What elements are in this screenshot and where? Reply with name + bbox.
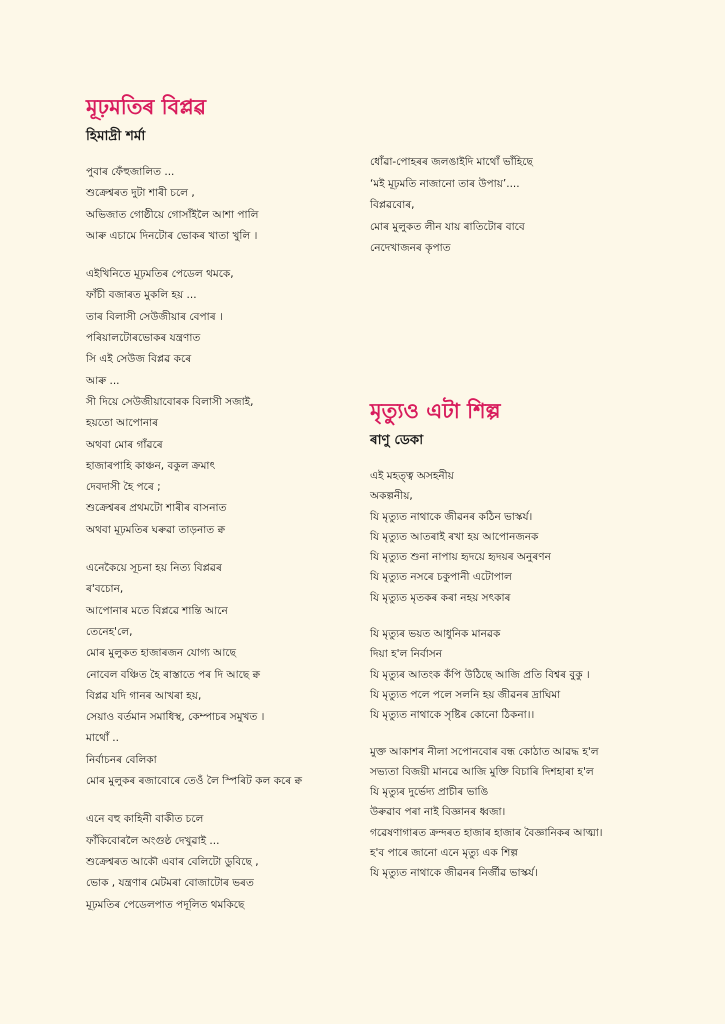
poem1-author: হিমাদ্রী শৰ্মা bbox=[86, 128, 146, 144]
poem-line: দেবদাসী হৈ পৰে ; bbox=[86, 481, 161, 494]
poem-line: পুবাৰ ফেঁহুজালিত ... bbox=[86, 166, 175, 178]
poem-line: বিপ্লৱবোৰ, bbox=[370, 199, 415, 211]
poem-line: মুক্ত আকাশৰ নীলা সপোনবোৰ বন্ধ কোঠাত আৱদ্ধ হ'ল bbox=[370, 745, 599, 758]
poem1-continued-block bbox=[370, 152, 700, 277]
poem-line: যি মৃত্যুৰ আতংক কঁপি উঠিছে আজি প্ৰতি বিশ্বৰ বুকু । bbox=[370, 668, 590, 681]
poem-line: যি মৃত্যুত শুনা নাপায় হৃদয়ে হৃদয়ৰ অনুৰণন bbox=[370, 551, 551, 564]
poem-line: ফাঁচী বজাৰত মুকলি হয় ... bbox=[86, 289, 197, 302]
stanza bbox=[370, 742, 700, 884]
poem-line: এনে বহু কাহিনী বাকীত চলে bbox=[86, 813, 204, 826]
poem-line: যি মৃত্যুত পলে পলে সলনি হয় জীৱনৰ দ্ৰাঘিমা bbox=[370, 688, 561, 701]
poem-line: বিপ্লৱ যদি গানৰ আখৰা হয়, bbox=[86, 689, 202, 702]
poem-line: এনেকৈয়ে সূচনা হয় নিত্য বিপ্লৱৰ bbox=[86, 562, 222, 575]
poem-line: যি মৃত্যুত মৃতকৰ কৰা নহয় সৎকাৰ bbox=[370, 591, 511, 604]
poem-line: নিৰ্বাচনৰ বেলিকা bbox=[86, 753, 157, 766]
poem-line: যি মৃত্যুৰ ভয়ত আধুনিক মানৱক bbox=[370, 628, 501, 641]
poem-line: ৰ'বচোন, bbox=[86, 583, 124, 596]
poem2-body bbox=[370, 466, 700, 884]
poem-line: মূঢ়মতিৰ পেডেলপাত পদূলিত থমকিছে bbox=[86, 898, 245, 911]
poem-line: যি মৃত্যুৰ দুৰ্ভেদ্য প্ৰাচীৰ ভাঙি bbox=[370, 786, 489, 799]
poem-line: উৰুৱাব পৰা নাই বিজ্ঞানৰ ধ্বজা। bbox=[370, 806, 506, 819]
poem-line: আৰু এচামে দিনটোৰ ভোকৰ খাতা খুলি । bbox=[86, 229, 258, 242]
poem-line: অথবা মোৰ গাঁৱৰে bbox=[86, 438, 163, 451]
poem-line: তেনেহ'লে, bbox=[86, 625, 133, 638]
poem-line: হ'ব পাৰে জানো এনে মৃত্যু এক শিল্প bbox=[370, 847, 518, 860]
stanza bbox=[370, 466, 700, 608]
stanza bbox=[86, 558, 356, 792]
poem1-continued-stanza bbox=[370, 152, 700, 260]
poem-line: শুক্ৰেশ্বৰত আকৌ এবাৰ বেলিটো ডুবিছে , bbox=[86, 855, 259, 868]
poem-line: এই মহত্ত্ব অসহনীয় bbox=[370, 470, 454, 482]
poem2-block bbox=[370, 396, 700, 900]
poem-line: আৰু ... bbox=[86, 374, 120, 387]
poem-line: অকল্পনীয়, bbox=[370, 490, 413, 503]
poem-line: যি মৃত্যুত নাথাকে জীৱনৰ কঠিন ভাস্কৰ্য। bbox=[370, 510, 533, 523]
poem-line: নোবেল বঞ্চিত হৈ ৰাস্তাতে পৰ দি আছে ক্ব bbox=[86, 668, 261, 681]
poem-line: এইখিনিতে মূঢ়মতিৰ পেডেল থমকে, bbox=[86, 268, 234, 281]
poem-line: যি মৃত্যুত নাথাকে সৃষ্টিৰ কোনো ঠিকনা।। bbox=[370, 709, 535, 722]
poem-line: শুক্ৰেশ্বৰৰ প্ৰথমটো শাৰীৰ বাসনাত bbox=[86, 502, 227, 515]
poem-line: ধোঁৱা-পোহৰৰ জলঙাইদি মাথোঁ ভাঁহিছে bbox=[370, 156, 533, 168]
poem-line: যি মৃত্যুত নসৰে চকুপানী এটোপাল bbox=[370, 571, 512, 584]
poem-line: মোৰ মুলুকত হাজাৰজন যোগ্য আছে bbox=[86, 647, 236, 660]
poem-line: হয়তো আপোনাৰ bbox=[86, 417, 159, 430]
poem-line: নেদেখাজনৰ কৃপাত bbox=[370, 242, 451, 254]
poem-line: মাথোঁ .. bbox=[86, 732, 119, 745]
poem-line: তাৰ বিলাসী সেউজীয়াৰ বেপাৰ । bbox=[86, 310, 223, 323]
stanza bbox=[86, 162, 356, 247]
poem-line: অভিজাত গোষ্ঠীয়ে গোসাঁইলৈ আশা পালি bbox=[86, 208, 259, 221]
stanza bbox=[370, 624, 700, 725]
stanza bbox=[86, 809, 356, 915]
poem2-author: ৰাণু ডেকা bbox=[370, 432, 424, 448]
poem-line: দিয়া হ'ল নিৰ্বাসন bbox=[370, 648, 443, 661]
poem-line: যি মৃত্যুত আতৰাই ৰখা হয় আপোনজনক bbox=[370, 530, 539, 543]
poem-line: হাজাৰপাহি কাঞ্চন, বকুল ক্ৰমাৎ bbox=[86, 459, 216, 472]
poem-line: ফাঁকিবোৰলৈ অংগুষ্ঠ দেখুৱাই ... bbox=[86, 834, 220, 847]
poem-line: সেয়াও বৰ্তমান সমাধিস্থ, কেম্পাচৰ সমুখত । bbox=[86, 711, 265, 724]
poem-line: আপোনাৰ মতে বিপ্লৱে শান্তি আনে bbox=[86, 604, 228, 617]
poem-line: মোৰ মুলুকত লীন যায় ৰাতিটোৰ বাবে bbox=[370, 220, 525, 233]
poem-line: সি এই সেউজ বিপ্লৱ কৰে bbox=[86, 353, 192, 366]
poem-line: সভ্যতা বিজয়ী মানৱে আজি মুক্তি বিচাৰি দিশহাৰা হ'ল bbox=[370, 765, 594, 778]
poem-line: পৰিয়ালটোৰভোকৰ যন্ত্ৰণাত bbox=[86, 332, 201, 345]
poem1-title: মূঢ়মতিৰ বিপ্লৱ bbox=[86, 95, 206, 119]
poem-line: সী দিয়ে সেউজীয়াবোৰক বিলাসী সজাই, bbox=[86, 395, 254, 408]
poem1-block bbox=[86, 92, 356, 933]
poem-line: অথবা মূঢ়মতিৰ ঘৰুৱা তাড়নাত ক্ব bbox=[86, 523, 226, 536]
stanza bbox=[86, 264, 356, 541]
poem-line: শুক্ৰেশ্বৰত দুটা শাৰী চলে , bbox=[86, 187, 195, 200]
poem1-body bbox=[86, 162, 356, 916]
poem-line: ‘মই মূঢ়মতি নাজানো তাৰ উপায়’.... bbox=[370, 177, 520, 190]
poem-line: যি মৃত্যুত নাথাকে জীৱনৰ নিৰ্জীৱ ভাস্কৰ্য। bbox=[370, 867, 538, 880]
poem2-title: মৃত্যুও এটা শিল্প bbox=[370, 399, 501, 423]
poem-line: গৱেষণাগাৰত ক্ৰন্দৰত হাজাৰ হাজাৰ বৈজ্ঞানিকৰ আত্মা। bbox=[370, 826, 603, 839]
poem-line: ভোক , যন্ত্ৰণাৰ মেটমৰা বোজাটোৰ ভৰত bbox=[86, 877, 254, 890]
poem-line: মোৰ মুলুকৰ ৰজাবোৰে তেওঁ লৈ স্পিৰিট কল কৰে ক্ব bbox=[86, 775, 303, 788]
